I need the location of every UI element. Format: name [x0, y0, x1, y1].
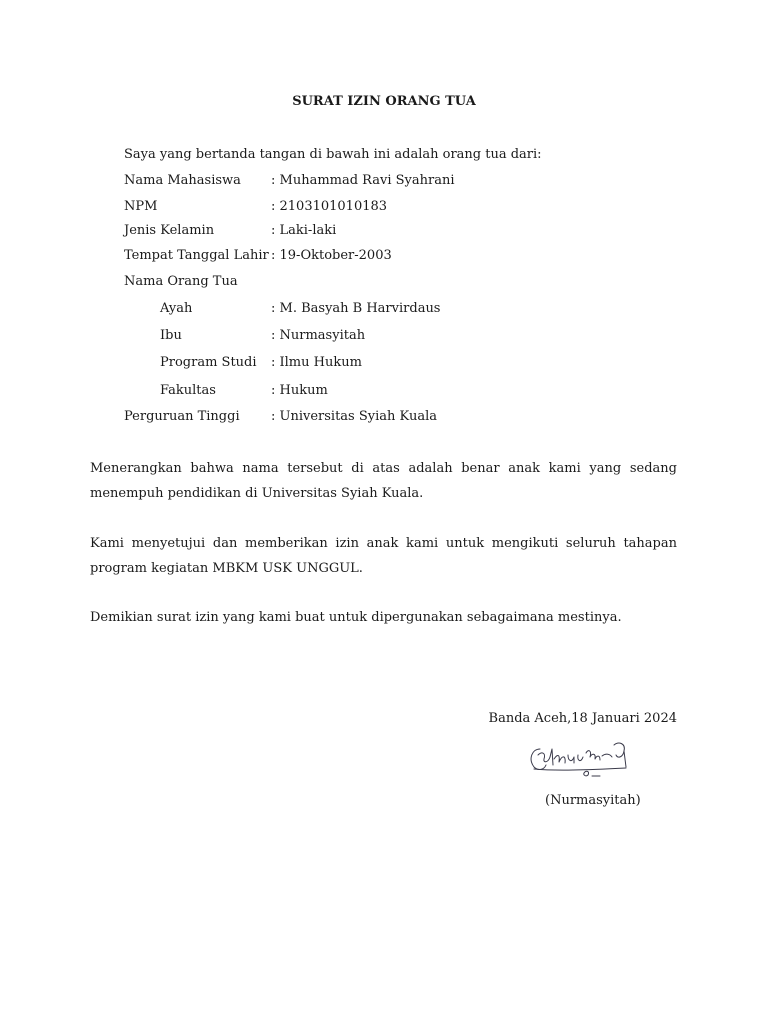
field-label: Tempat Tanggal Lahir — [124, 248, 269, 263]
field-label: Perguruan Tinggi — [124, 409, 240, 424]
field-label: Program Studi — [160, 355, 257, 370]
field-label: Ibu — [160, 328, 182, 343]
field-value: : 2103101010183 — [271, 199, 388, 214]
intro-text: Saya yang bertanda tangan di bawah ini adalah orang tua dari: — [124, 147, 542, 162]
field-label: Nama Mahasiswa — [124, 173, 241, 188]
signer-name: (Nurmasyitah) — [545, 793, 641, 808]
paragraph-closing: Demikian surat izin yang kami buat untuk dipergunakan sebagaimana mestinya. — [90, 610, 622, 625]
field-value: : Ilmu Hukum — [271, 355, 362, 370]
field-label: Nama Orang Tua — [124, 274, 238, 289]
field-value: : 19-Oktober-2003 — [271, 248, 392, 263]
field-value: : Muhammad Ravi Syahrani — [271, 173, 455, 188]
field-label: NPM — [124, 199, 158, 214]
field-value: : Hukum — [271, 383, 328, 398]
field-value: : Nurmasyitah — [271, 328, 366, 343]
paragraph-statement: Menerangkan bahwa nama tersebut di atas adalah benar anak kami yang sedang menempuh pendidikan di Universitas Syiah Kuala. — [90, 461, 677, 501]
field-label: Ayah — [160, 301, 193, 316]
place-date: Banda Aceh,18 Januari 2024 — [488, 711, 677, 726]
field-label: Fakultas — [160, 383, 216, 398]
signature-image — [526, 737, 638, 781]
field-value: : Universitas Syiah Kuala — [271, 409, 437, 424]
field-value: : Laki-laki — [271, 223, 337, 238]
paragraph-consent: Kami menyetujui dan memberikan izin anak kami untuk mengikuti seluruh tahapan program kegiatan MBKM USK UNGGUL. — [90, 536, 677, 576]
letter-title: SURAT IZIN ORANG TUA — [292, 94, 476, 109]
field-label: Jenis Kelamin — [124, 223, 215, 238]
field-value: : M. Basyah B Harvirdaus — [271, 301, 441, 316]
